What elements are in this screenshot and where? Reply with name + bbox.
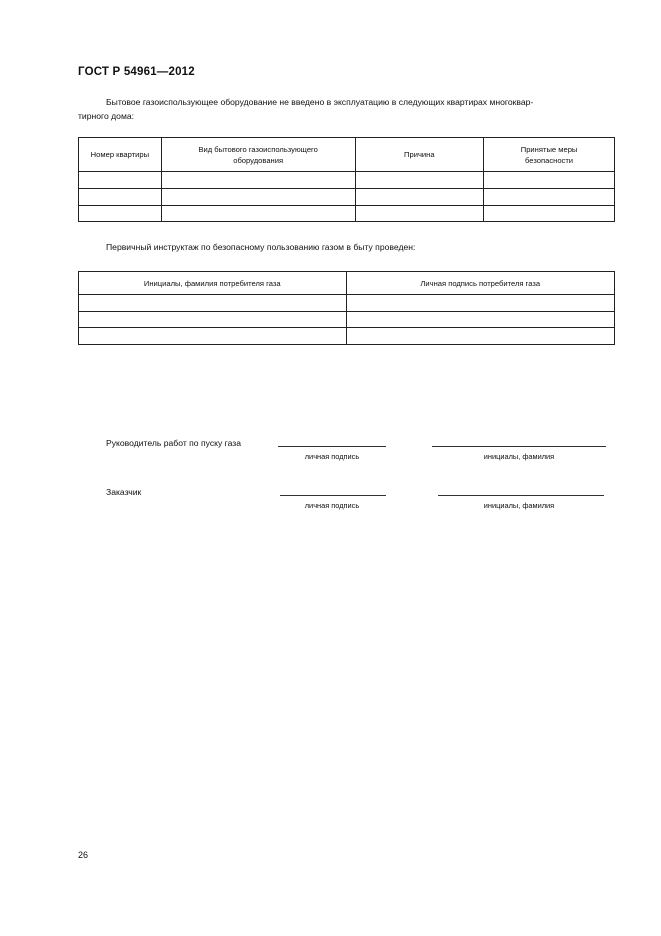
table-row [79,328,615,345]
table-row [79,312,615,328]
signature-caption: личная подпись [304,501,360,510]
table-cell[interactable] [355,206,484,222]
table-cell[interactable] [355,172,484,189]
section2-intro-text: Первичный инструктаж по безопасному пользованию газом в быту проведен: [106,242,416,252]
table-cell[interactable] [484,206,615,222]
col-header-consumer-signature: Личная подпись потребителя газа [346,272,615,295]
section1-intro-line1: Бытовое газоиспользующее оборудование не введено в эксплуатацию в следующих квартирах многоквар- [106,97,534,107]
col-header-consumer-name: Инициалы, фамилия потребителя газа [79,272,347,295]
col-header-reason: Причина [355,138,484,172]
table-cell[interactable] [79,172,162,189]
document-header: ГОСТ Р 54961—2012 [78,66,195,78]
section1-intro-line2: тирного дома: [78,111,135,121]
table-cell[interactable] [79,312,347,328]
table-cell[interactable] [355,189,484,206]
section2-intro [78,240,614,254]
name-caption: инициалы, фамилия [483,452,555,461]
table-cell[interactable] [346,312,615,328]
instruction-table [78,271,615,345]
table-row [79,295,615,312]
table-row [79,172,615,189]
signature-role-work-manager: Руководитель работ по пуску газа [106,438,242,448]
table-cell[interactable] [484,172,615,189]
table-cell[interactable] [161,206,355,222]
table-header-row [79,138,615,172]
table-cell[interactable] [161,189,355,206]
table-cell[interactable] [79,295,347,312]
table-cell[interactable] [79,206,162,222]
table-row [79,189,615,206]
name-line[interactable] [438,495,604,496]
signature-role-customer: Заказчик [106,487,142,497]
table-cell[interactable] [161,172,355,189]
table-cell[interactable] [79,189,162,206]
table-header-row [79,272,615,295]
signature-line[interactable] [278,446,386,447]
table-cell[interactable] [346,328,615,345]
table-cell[interactable] [484,189,615,206]
table-row [79,206,615,222]
table-cell[interactable] [346,295,615,312]
name-caption: инициалы, фамилия [483,501,555,510]
signature-caption: личная подпись [304,452,360,461]
col-header-safety-measures: Принятые меры безопасности [484,138,615,172]
table-cell[interactable] [79,328,347,345]
section1-intro [78,95,614,123]
signature-line[interactable] [280,495,386,496]
page-number: 26 [78,850,89,860]
col-header-apartment: Номер квартиры [79,138,162,172]
col-header-equipment-type: Вид бытового газоиспользующего оборудования [161,138,355,172]
name-line[interactable] [432,446,606,447]
equipment-table [78,137,615,222]
